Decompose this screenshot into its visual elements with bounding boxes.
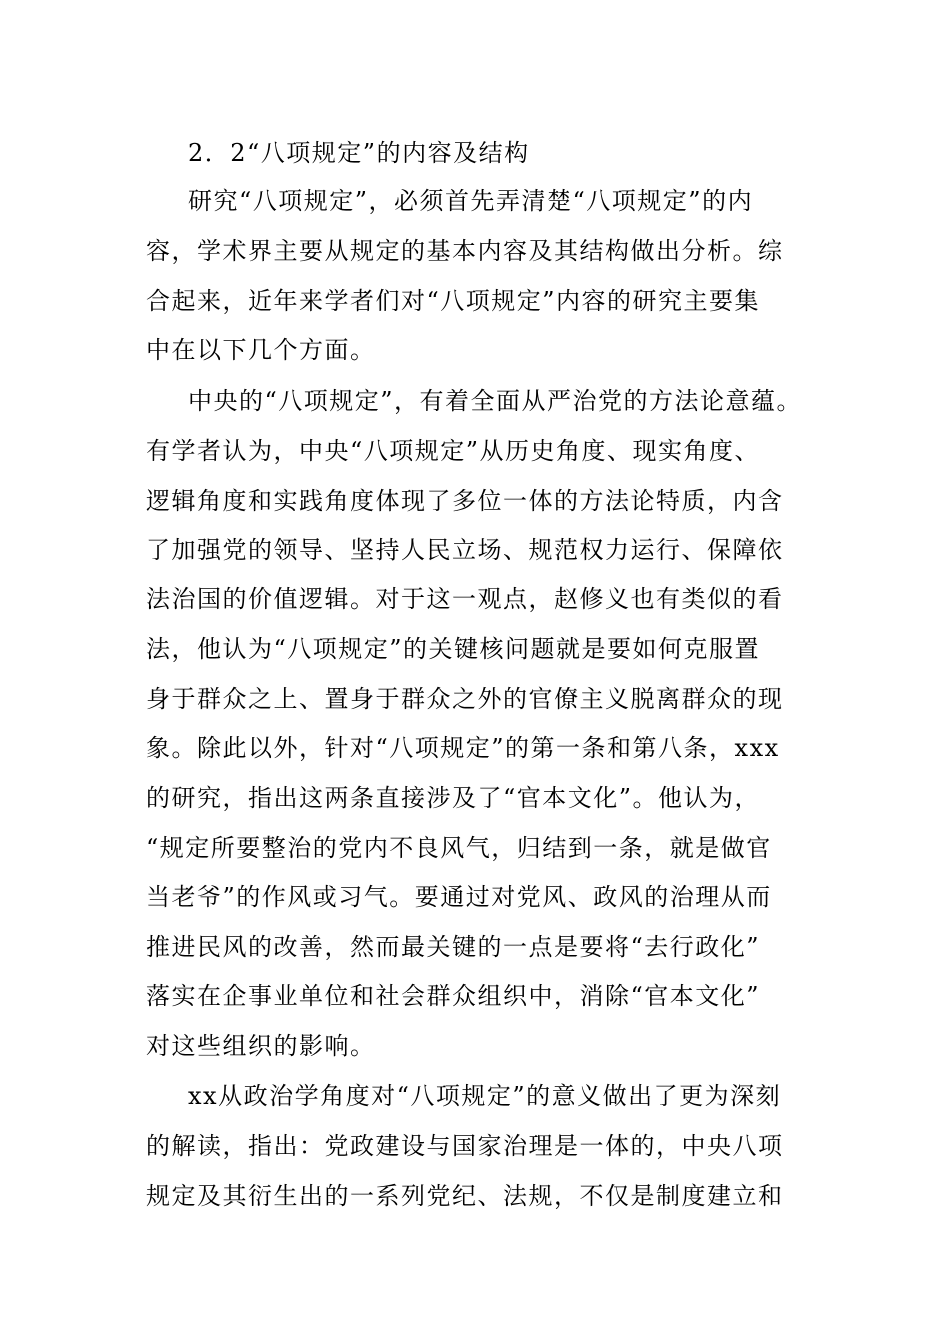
paragraph-line: 容，学术界主要从规定的基本内容及其结构做出分析。综: [146, 237, 784, 265]
paragraph-line: 象。除此以外，针对“八项规定”的第一条和第八条，xxx: [146, 734, 780, 762]
paragraph-line: “规定所要整治的党内不良风气，归结到一条，就是做官: [146, 834, 772, 862]
paragraph-line: 了加强党的领导、坚持人民立场、规范权力运行、保障依: [146, 536, 784, 564]
paragraph-line: 研究“八项规定”，必须首先弄清楚“八项规定”的内: [188, 187, 754, 215]
paragraph-line: 规定及其衍生出的一系列党纪、法规，不仅是制度建立和: [146, 1182, 784, 1210]
paragraph-line: 中在以下几个方面。: [146, 336, 376, 364]
paragraph-line: 落实在企事业单位和社会群众组织中，消除“官本文化”: [146, 982, 761, 1010]
paragraph-line: 中央的“八项规定”，有着全面从严治党的方法论意蕴。: [188, 387, 803, 415]
paragraph-line: xx从政治学角度对“八项规定”的意义做出了更为深刻: [188, 1082, 782, 1110]
paragraph-line: 对这些组织的影响。: [146, 1032, 376, 1060]
paragraph-line: 推进民风的改善，然而最关键的一点是要将“去行政化”: [146, 933, 761, 961]
paragraph-line: 的研究，指出这两条直接涉及了“官本文化”。他认为，: [146, 784, 761, 812]
paragraph-line: 法治国的价值逻辑。对于这一观点，赵修义也有类似的看: [146, 585, 784, 613]
section-heading: 2．2“八项规定”的内容及结构: [188, 139, 530, 167]
paragraph-line: 当老爷”的作风或习气。要通过对党风、政风的治理从而: [146, 883, 772, 911]
paragraph-line: 有学者认为，中央“八项规定”从历史角度、现实角度、: [146, 437, 761, 465]
paragraph-line: 合起来，近年来学者们对“八项规定”内容的研究主要集: [146, 287, 761, 315]
paragraph-line: 身于群众之上、置身于群众之外的官僚主义脱离群众的现: [146, 685, 784, 713]
paragraph-line: 逻辑角度和实践角度体现了多位一体的方法论特质，内含: [146, 487, 784, 515]
paragraph-line: 法，他认为“八项规定”的关键核问题就是要如何克服置: [146, 635, 761, 663]
paragraph-line: 的解读，指出：党政建设与国家治理是一体的，中央八项: [146, 1132, 784, 1160]
